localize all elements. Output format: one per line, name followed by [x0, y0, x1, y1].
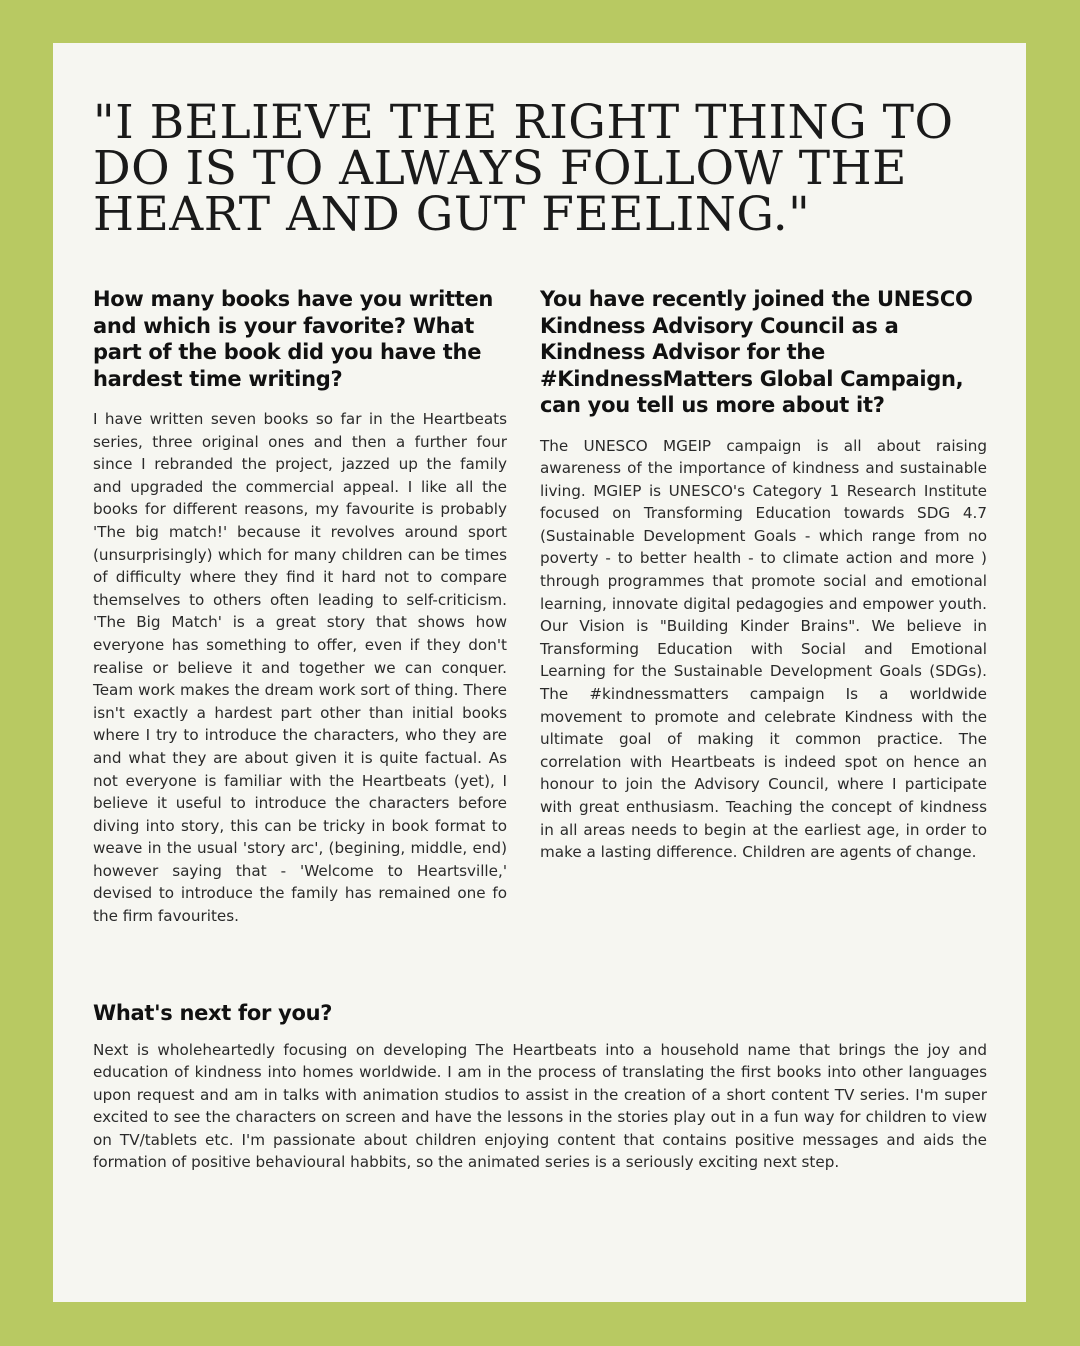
right-column	[540, 286, 987, 864]
article-page	[53, 43, 1026, 1302]
left-column	[93, 286, 507, 928]
question-unesco: You have recently joined the UNESCO Kindness Advisory Council as a Kindness Advisor for the #KindnessMatters Global Campaign, can you tell us more about it?	[540, 287, 973, 417]
answer-books: I have written seven books so far in the Heartbeats series, three original ones and then a further four since I rebranded the project, jazzed up the family and upgraded the commercial appeal. I like all the books for different reasons, my favourite is probably 'The big match!' because it revolves around sport (unsurprisingly) which for many children can be times of difficulty where they find it hard not to compare themselves to others often leading to self-criticism. 'The Big Match' is a great story that shows how everyone has something to offer, even if they don't realise or believe it and together we can conquer. Team work makes the dream work sort of thing. There isn't exactly a hardest part other than initial books where I try to introduce the characters, who they are and what they are about given it is quite factual. As not everyone is familiar with the Heartbeats (yet), I believe it useful to introduce the characters before diving into story, this can be tricky in book format to weave in the usual 'story arc', (begining, middle, end) however saying that - 'Welcome to Heartsville,' devised to introduce the family has remained one fo the firm favourites.	[93, 410, 507, 926]
question-books: How many books have you written and which is your favorite? What part of the book did you have the hardest time writing?	[93, 287, 494, 391]
answer-next: Next is wholeheartedly focusing on developing The Heartbeats into a household name that brings the joy and education of kindness into homes worldwide. I am in the process of translating the first books into other languages upon request and am in talks with animation studios to assist in the creation of a short content TV series. I'm super excited to see the characters on screen and have the lessons in the stories play out in a fun way for children to view on TV/tablets etc. I'm passionate about children enjoying content that contains positive messages and aids the formation of positive behavioural habbits, so the animated series is a seriously exciting next step.	[93, 1040, 987, 1172]
question-next: What's next for you?	[93, 1001, 333, 1025]
answer-unesco: The UNESCO MGEIP campaign is all about raising awareness of the importance of kindness and sustainable living. MGIEP is UNESCO's Category 1 Research Institute focused on Transforming Education towards SDG 4.7 (Sustainable Development Goals - which range from no poverty - to better health - to climate action and more ) through programmes that promote social and emotional learning, innovate digital pedagogies and empower youth. Our Vision is "Building Kinder Brains". We believe in Transforming Education with Social and Emotional Learning for the Sustainable Development Goals (SDGs). The #kindnessmatters campaign Is a worldwide movement to promote and celebrate Kindness with the ultimate goal of making it common practice. The correlation with Heartbeats is indeed spot on hence an honour to join the Advisory Council, where I participate with great enthusiasm. Teaching the concept of kindness in all areas needs to begin at the earliest age, in order to make a lasting difference. Children are agents of change.	[540, 436, 987, 862]
pull-quote: "I BELIEVE THE RIGHT THING TO DO IS TO ALWAYS FOLLOW THE HEART AND GUT FEELING."	[93, 95, 954, 242]
next-section	[93, 1000, 987, 1174]
